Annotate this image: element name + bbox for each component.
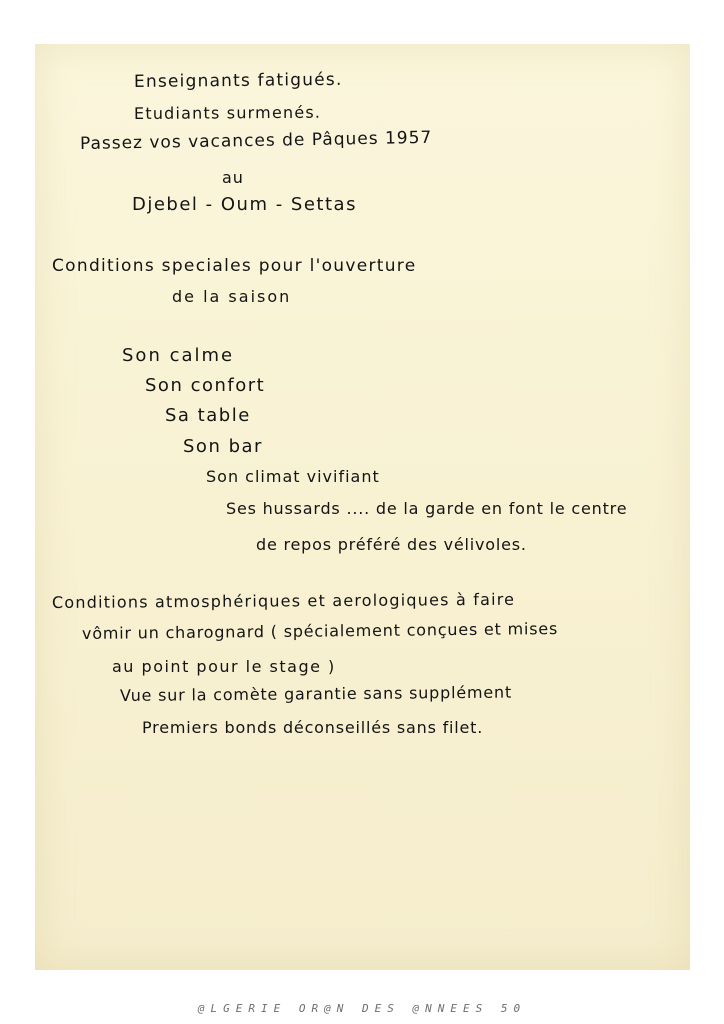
line-6: Conditions speciales pour l'ouverture — [52, 256, 417, 276]
line-8: Son calme — [122, 345, 235, 366]
line-16: vômir un charognard ( spécialement conçues et mises — [81, 619, 559, 643]
line-18: Vue sur la comète garantie sans supplément — [119, 682, 513, 705]
line-11: Son bar — [183, 436, 263, 457]
line-13: Ses hussards .... de la garde en font le centre — [226, 499, 628, 518]
line-5: Djebel - Oum - Settas — [132, 194, 357, 215]
line-2: Etudiants surmenés. — [133, 102, 322, 123]
footer-caption: @LGERIE OR@N DES @NNEES 50 — [197, 1002, 527, 1015]
line-1: Enseignants fatigués. — [133, 69, 343, 92]
line-19: Premiers bonds déconseillés sans filet. — [142, 718, 484, 737]
line-7: de la saison — [172, 287, 292, 306]
line-17: au point pour le stage ) — [112, 657, 336, 676]
line-9: Son confort — [145, 375, 266, 396]
line-15: Conditions atmosphériques et aerologiques à faire — [51, 589, 516, 612]
line-3: Passez vos vacances de Pâques 1957 — [79, 127, 433, 154]
line-14: de repos préféré des vélivoles. — [256, 535, 527, 554]
line-12: Son climat vivifiant — [206, 467, 380, 486]
line-10: Sa table — [165, 405, 251, 426]
line-4: au — [222, 168, 244, 187]
